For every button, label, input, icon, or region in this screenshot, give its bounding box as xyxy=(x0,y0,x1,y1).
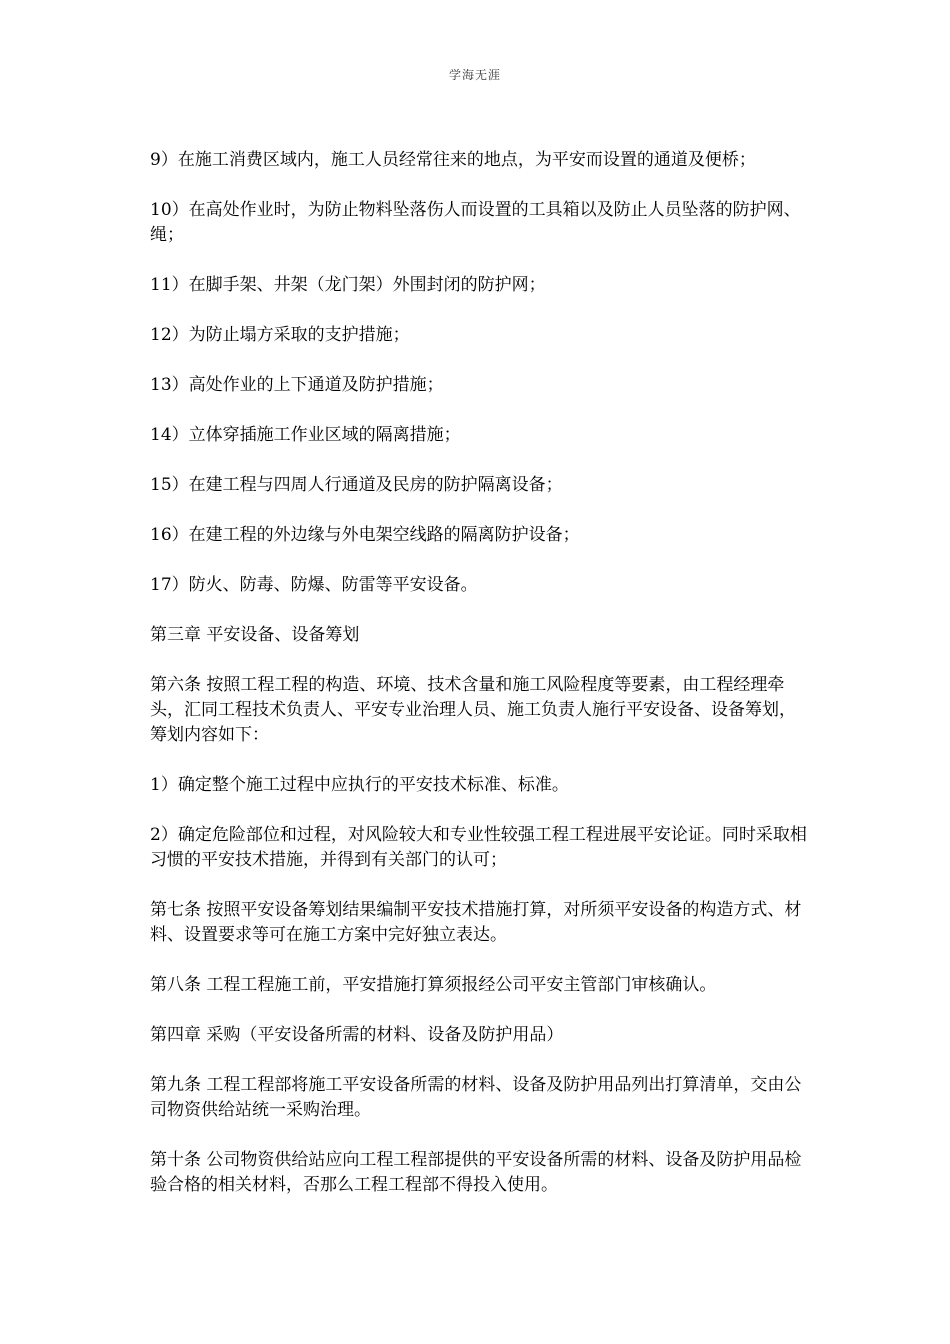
paragraph-item-1: 1）确定整个施工过程中应执行的平安技术标准、标准。 xyxy=(150,775,569,795)
document-body xyxy=(150,148,810,1223)
paragraph-item-17: 17）防火、防毒、防爆、防雷等平安设备。 xyxy=(150,575,478,595)
chapter-heading-4: 第四章 采购（平安设备所需的材料、设备及防护用品） xyxy=(150,1025,564,1045)
article-9: 第九条 工程工程部将施工平安设备所需的材料、设备及防护用品列出打算清单，交由公司物资供给站统一采购治理。 xyxy=(150,1075,802,1120)
paragraph-item-16: 16）在建工程的外边缘与外电架空线路的隔离防护设备； xyxy=(150,525,580,545)
chapter-heading-3: 第三章 平安设备、设备筹划 xyxy=(150,625,360,645)
paragraph-item-15: 15）在建工程与四周人行通道及民房的防护隔离设备； xyxy=(150,475,563,495)
paragraph-item-14: 14）立体穿插施工作业区域的隔离措施； xyxy=(150,425,461,445)
page-header: 学海无涯 xyxy=(448,68,501,82)
paragraph-item-10: 10）在高处作业时，为防止物料坠落伤人而设置的工具箱以及防止人员坠落的防护网、绳； xyxy=(150,200,801,245)
article-8: 第八条 工程工程施工前，平安措施打算须报经公司平安主管部门审核确认。 xyxy=(150,975,717,995)
article-10: 第十条 公司物资供给站应向工程工程部提供的平安设备所需的材料、设备及防护用品检验合格的相关材料，否那么工程工程部不得投入使用。 xyxy=(150,1150,802,1195)
paragraph-item-9: 9）在施工消费区域内，施工人员经常往来的地点，为平安而设置的通道及便桥； xyxy=(150,150,756,170)
paragraph-item-11: 11）在脚手架、井架（龙门架）外围封闭的防护网； xyxy=(150,275,546,295)
paragraph-item-13: 13）高处作业的上下通道及防护措施； xyxy=(150,375,444,395)
paragraph-item-2: 2）确定危险部位和过程，对风险较大和专业性较强工程工程进展平安论证。同时采取相习惯的平安技术措施，并得到有关部门的认可； xyxy=(150,825,807,870)
paragraph-item-12: 12）为防止塌方采取的支护措施； xyxy=(150,325,410,345)
article-6: 第六条 按照工程工程的构造、环境、技术含量和施工风险程度等要素，由工程经理牵头，汇同工程技术负责人、平安专业治理人员、施工负责人施行平安设备、设备筹划，筹划内容如下： xyxy=(150,675,796,745)
article-7: 第七条 按照平安设备筹划结果编制平安技术措施打算，对所须平安设备的构造方式、材料、设置要求等可在施工方案中完好独立表达。 xyxy=(150,900,802,945)
